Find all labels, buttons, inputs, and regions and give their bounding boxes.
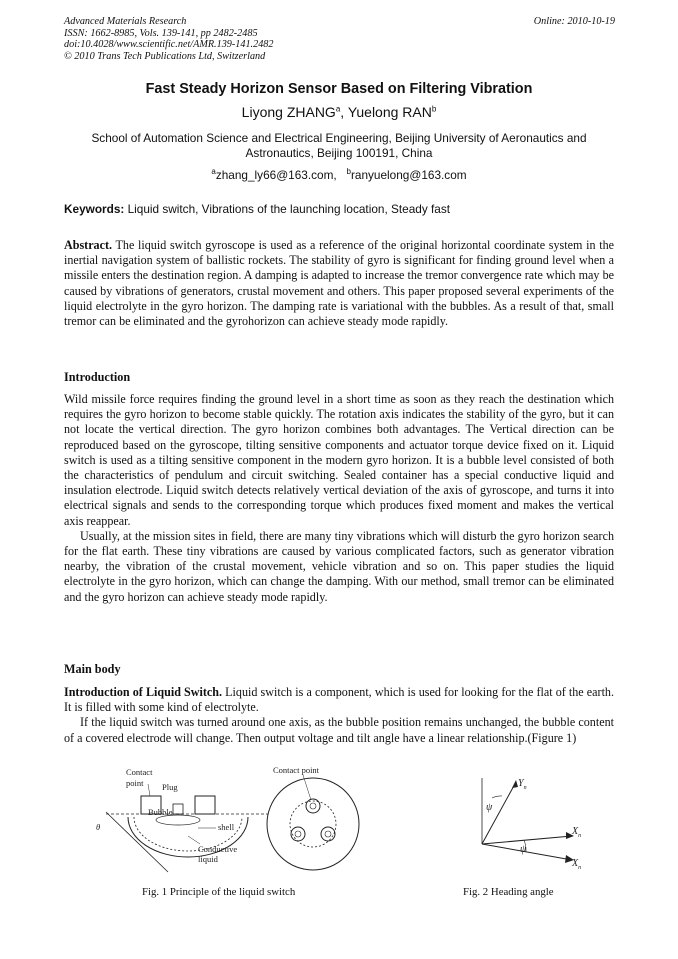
- keywords-label: Keywords:: [64, 202, 125, 216]
- issn: ISSN: 1662-8985, Vols. 139-141, pp 2482-2485: [64, 27, 258, 39]
- liquid-switch-subheading: Introduction of Liquid Switch.: [64, 685, 223, 699]
- yn-axis: [482, 782, 516, 844]
- xn-axis: [482, 836, 572, 844]
- authors: [0, 104, 678, 120]
- main-body-p2: If the liquid switch was turned around one axis, as the bubble position remains unchanged, the bubble content of a covered electrode will change. Then output voltage and tilt angle have a linear relationship.(Figure 1): [64, 715, 614, 745]
- author-sep: ,: [340, 104, 348, 120]
- introduction-p1: Wild missile force requires finding the ground level in a short time as soon as they reach the destination which requires the gyro horizon to become stable quickly. The rotation axis indicates the stability of the gyro, but it can not locate the vertical direction. The gyro horizon combines both advantages. The Vertical direction can be reproduced based on the gyroscope, tilting sensitive components and actuator torque device fixed on it. Liquid switch is used as a tilting sensitive component in the modern gyro horizon. It is a bubble level consisted of both the characteristics of pendulum and circuit switching. Sealed container has a special conductive liquid and insulation electrode. Liquid switch detects relatively vertical deviation of the axis of gyroscope, and turns it into electrical signals and sends to the corresponding torque which produces fixed moment and makes the vertical axis reappear.: [64, 392, 614, 528]
- affiliation: School of Automation Science and Electrical Engineering, Beijing University of Aeronautics and Astronautics, Beijing 100191, China: [91, 131, 587, 160]
- fig2-xn-label: [571, 826, 581, 839]
- email-a: zhang_ly66@163.com,: [215, 167, 337, 182]
- author-2: Yuelong RAN: [347, 104, 432, 120]
- emails: [0, 167, 678, 182]
- fig2-psi-2: ψ: [520, 844, 527, 855]
- fig2-xb-sub: n: [578, 865, 582, 871]
- figure-1-liquid-switch: [88, 762, 368, 880]
- fig2-xb-letter: X: [572, 858, 579, 869]
- paper-title: Fast Steady Horizon Sensor Based on Filtering Vibration: [145, 81, 533, 97]
- online-date: Online: 2010-10-19: [533, 16, 615, 27]
- keywords: [64, 202, 624, 216]
- fig2-yn-label: [518, 778, 527, 791]
- copyright: © 2010 Trans Tech Publications Ltd, Switzerland: [64, 50, 266, 62]
- fig1-conductive-label-2: liquid: [198, 854, 218, 864]
- top-view: [267, 765, 359, 870]
- journal-header: [64, 16, 273, 62]
- author-1-sup: a: [335, 104, 341, 114]
- figure-2-caption: Fig. 2 Heading angle: [463, 886, 554, 898]
- figure-1-caption: Fig. 1 Principle of the liquid switch: [142, 886, 296, 898]
- figure-2-heading-angle: [468, 772, 598, 872]
- fig1-contact-point-label: Contact point: [273, 765, 320, 775]
- introduction-heading: Introduction: [64, 370, 131, 384]
- email-a-sup: a: [211, 167, 216, 176]
- introduction-body: [64, 392, 614, 605]
- abstract-text: The liquid switch gyroscope is used as a reference of the original horizontal coordinate system in the inertial navigation system of ballistic rockets. The stability of gyro is significant for finding ground level when a missile enters the destination region. A damping is adapted to increase the tremor convergence rate which may be caused by vibrations of generators, crustal movement and others. This paper proposed several experiments of the liquid electrolyte in the gyro horizon. The damping rate is variational with the bubbles. As a result of that, small tremor can be eliminated and the gyrohorizon can achieve steady mode rapidly.: [64, 238, 614, 329]
- abstract-label: Abstract.: [64, 238, 113, 252]
- email-b-sup: b: [346, 167, 351, 176]
- fig2-yn-letter: Y: [518, 778, 524, 789]
- side-view: [96, 767, 268, 872]
- xb-axis: [482, 844, 572, 860]
- main-body-text: [64, 685, 614, 746]
- abstract: [64, 238, 614, 329]
- fig2-xn-letter: X: [572, 826, 579, 837]
- fig2-yn-sub: n: [523, 785, 527, 791]
- author-1: Liyong ZHANG: [241, 104, 336, 120]
- fig1-contact-label-1: Contact: [126, 767, 153, 777]
- fig2-xb-label: [571, 858, 581, 871]
- journal-name: Advanced Materials Research: [64, 16, 187, 27]
- main-body-p1: Liquid switch is a component, which is used for looking for the flat of the earth. It is filled with some kind of electrolyte.: [64, 685, 614, 715]
- fig1-plug-label: Plug: [162, 782, 178, 792]
- introduction-p2: Usually, at the mission sites in field, there are many tiny vibrations which will disturb the gyro horizon search for the flat earth. These tiny vibrations are caused by various complicated factors, such as generator vibration nearby, the vibration of the crustal movement, vehicle vibration and so on. This paper studies the liquid electrolyte in the gyro horizon, which can change the damping. With our method, small tremor can be eliminated and the gyro horizon can achieve steady mode rapidly.: [64, 528, 614, 604]
- fig1-theta-label: θ: [96, 822, 101, 832]
- email-b: ranyuelong@163.com: [350, 167, 467, 182]
- fig1-shell-label: shell: [218, 822, 235, 832]
- fig1-bubble-label: Bubble: [148, 807, 173, 817]
- doi: doi:10.4028/www.scientific.net/AMR.139-141.2482: [64, 39, 274, 51]
- fig1-conductive-label-1: Conductive: [198, 844, 238, 854]
- fig1-contact-label-2: point: [126, 778, 144, 788]
- fig2-psi-1: ψ: [486, 802, 493, 813]
- main-body-heading: Main body: [64, 662, 121, 676]
- author-2-sup: b: [431, 104, 437, 114]
- fig2-xn-sub: n: [578, 833, 582, 839]
- keywords-text: Liquid switch, Vibrations of the launching location, Steady fast: [127, 202, 451, 216]
